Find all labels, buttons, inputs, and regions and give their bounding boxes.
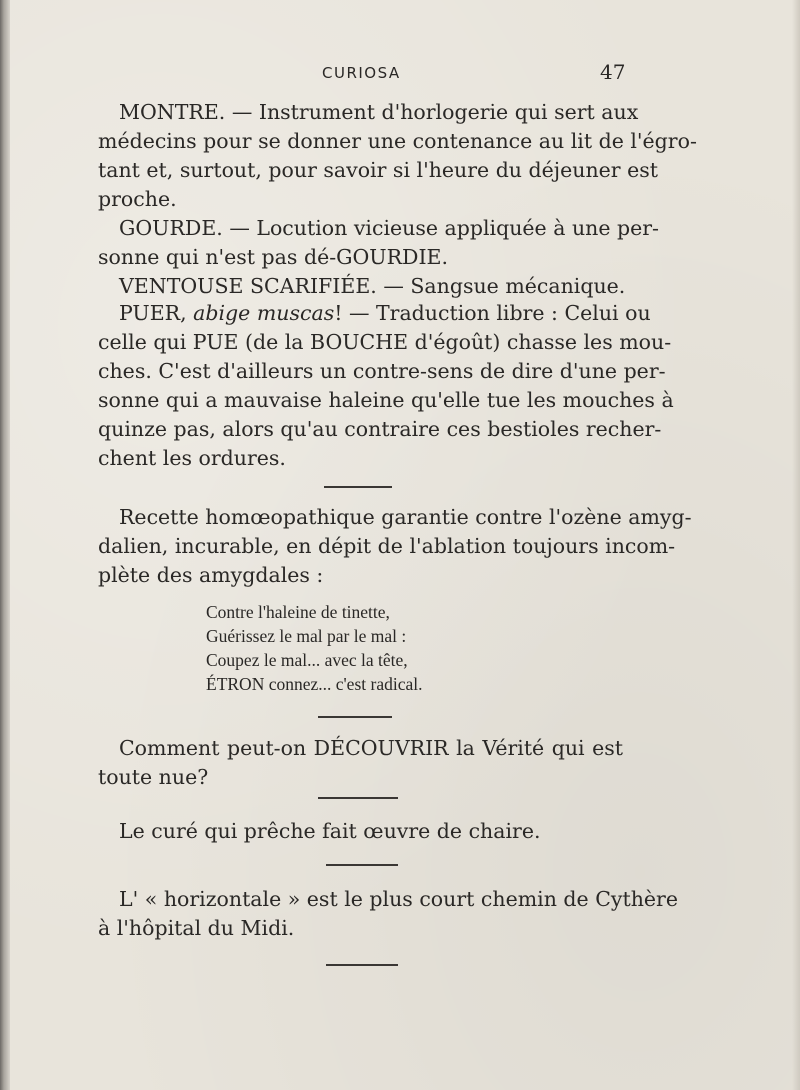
entry-puer-headword: PUER, xyxy=(119,301,194,325)
verse-line-1: Contre l'haleine de tinette, xyxy=(206,602,390,622)
decouvrir-line-2: toute nue? xyxy=(98,765,209,789)
verse-line-4: ÉTRON connez... c'est radical. xyxy=(206,674,423,694)
entry-puer-line-6: chent les ordures. xyxy=(98,446,286,470)
entry-gourde-line-2: sonne qui n'est pas dé-GOURDIE. xyxy=(98,245,449,269)
section-divider xyxy=(324,486,392,488)
entry-puer-line-4: sonne qui a mauvaise haleine qu'elle tue les mouches à xyxy=(98,388,674,412)
entry-montre-line-4: proche. xyxy=(98,187,177,211)
cure-line-1: Le curé qui prêche fait œuvre de chaire. xyxy=(119,819,541,843)
recette-line-2: dalien, incurable, en dépit de l'ablation toujours incom- xyxy=(98,534,676,558)
recette-line-3: plète des amygdales : xyxy=(98,563,324,587)
recette-line-1: Recette homœopathique garantie contre l'ozène amyg- xyxy=(119,505,692,529)
entry-puer-line-2: celle qui PUE (de la BOUCHE d'égoût) chasse les mou- xyxy=(98,330,672,354)
page-edge xyxy=(792,0,800,1090)
running-header: CURIOSA xyxy=(322,64,401,82)
entry-puer-line-5: quinze pas, alors qu'au contraire ces bestioles recher- xyxy=(98,417,662,441)
entry-ventouse-line-1: VENTOUSE SCARIFIÉE. — Sangsue mécanique. xyxy=(119,274,626,298)
verse-line-2: Guérissez le mal par le mal : xyxy=(206,626,407,646)
section-divider xyxy=(326,964,398,966)
horizontale-line-2: à l'hôpital du Midi. xyxy=(98,916,295,940)
entry-puer-latin: abige muscas xyxy=(193,301,335,325)
entry-montre-line-1: MONTRE. — Instrument d'horlogerie qui sert aux xyxy=(119,100,639,124)
entry-montre-line-2: médecins pour se donner une contenance au lit de l'égro- xyxy=(98,129,697,153)
section-divider xyxy=(318,797,398,799)
section-divider xyxy=(318,716,392,718)
page-number: 47 xyxy=(600,60,626,84)
section-divider xyxy=(326,864,398,866)
entry-gourde-line-1: GOURDE. — Locution vicieuse appliquée à une per- xyxy=(119,216,659,240)
entry-puer-line-3: ches. C'est d'ailleurs un contre-sens de dire d'une per- xyxy=(98,359,666,383)
entry-puer-line-1 xyxy=(119,301,651,325)
verse-line-3: Coupez le mal... avec la tête, xyxy=(206,650,408,670)
horizontale-line-1: L' « horizontale » est le plus court chemin de Cythère xyxy=(119,887,678,911)
page-gutter-shadow xyxy=(0,0,10,1090)
entry-montre-line-3: tant et, surtout, pour savoir si l'heure du déjeuner est xyxy=(98,158,659,182)
entry-puer-definition-start: ! — Traduction libre : Celui ou xyxy=(334,301,651,325)
decouvrir-line-1: Comment peut-on DÉCOUVRIR la Vérité qui est xyxy=(119,736,623,760)
